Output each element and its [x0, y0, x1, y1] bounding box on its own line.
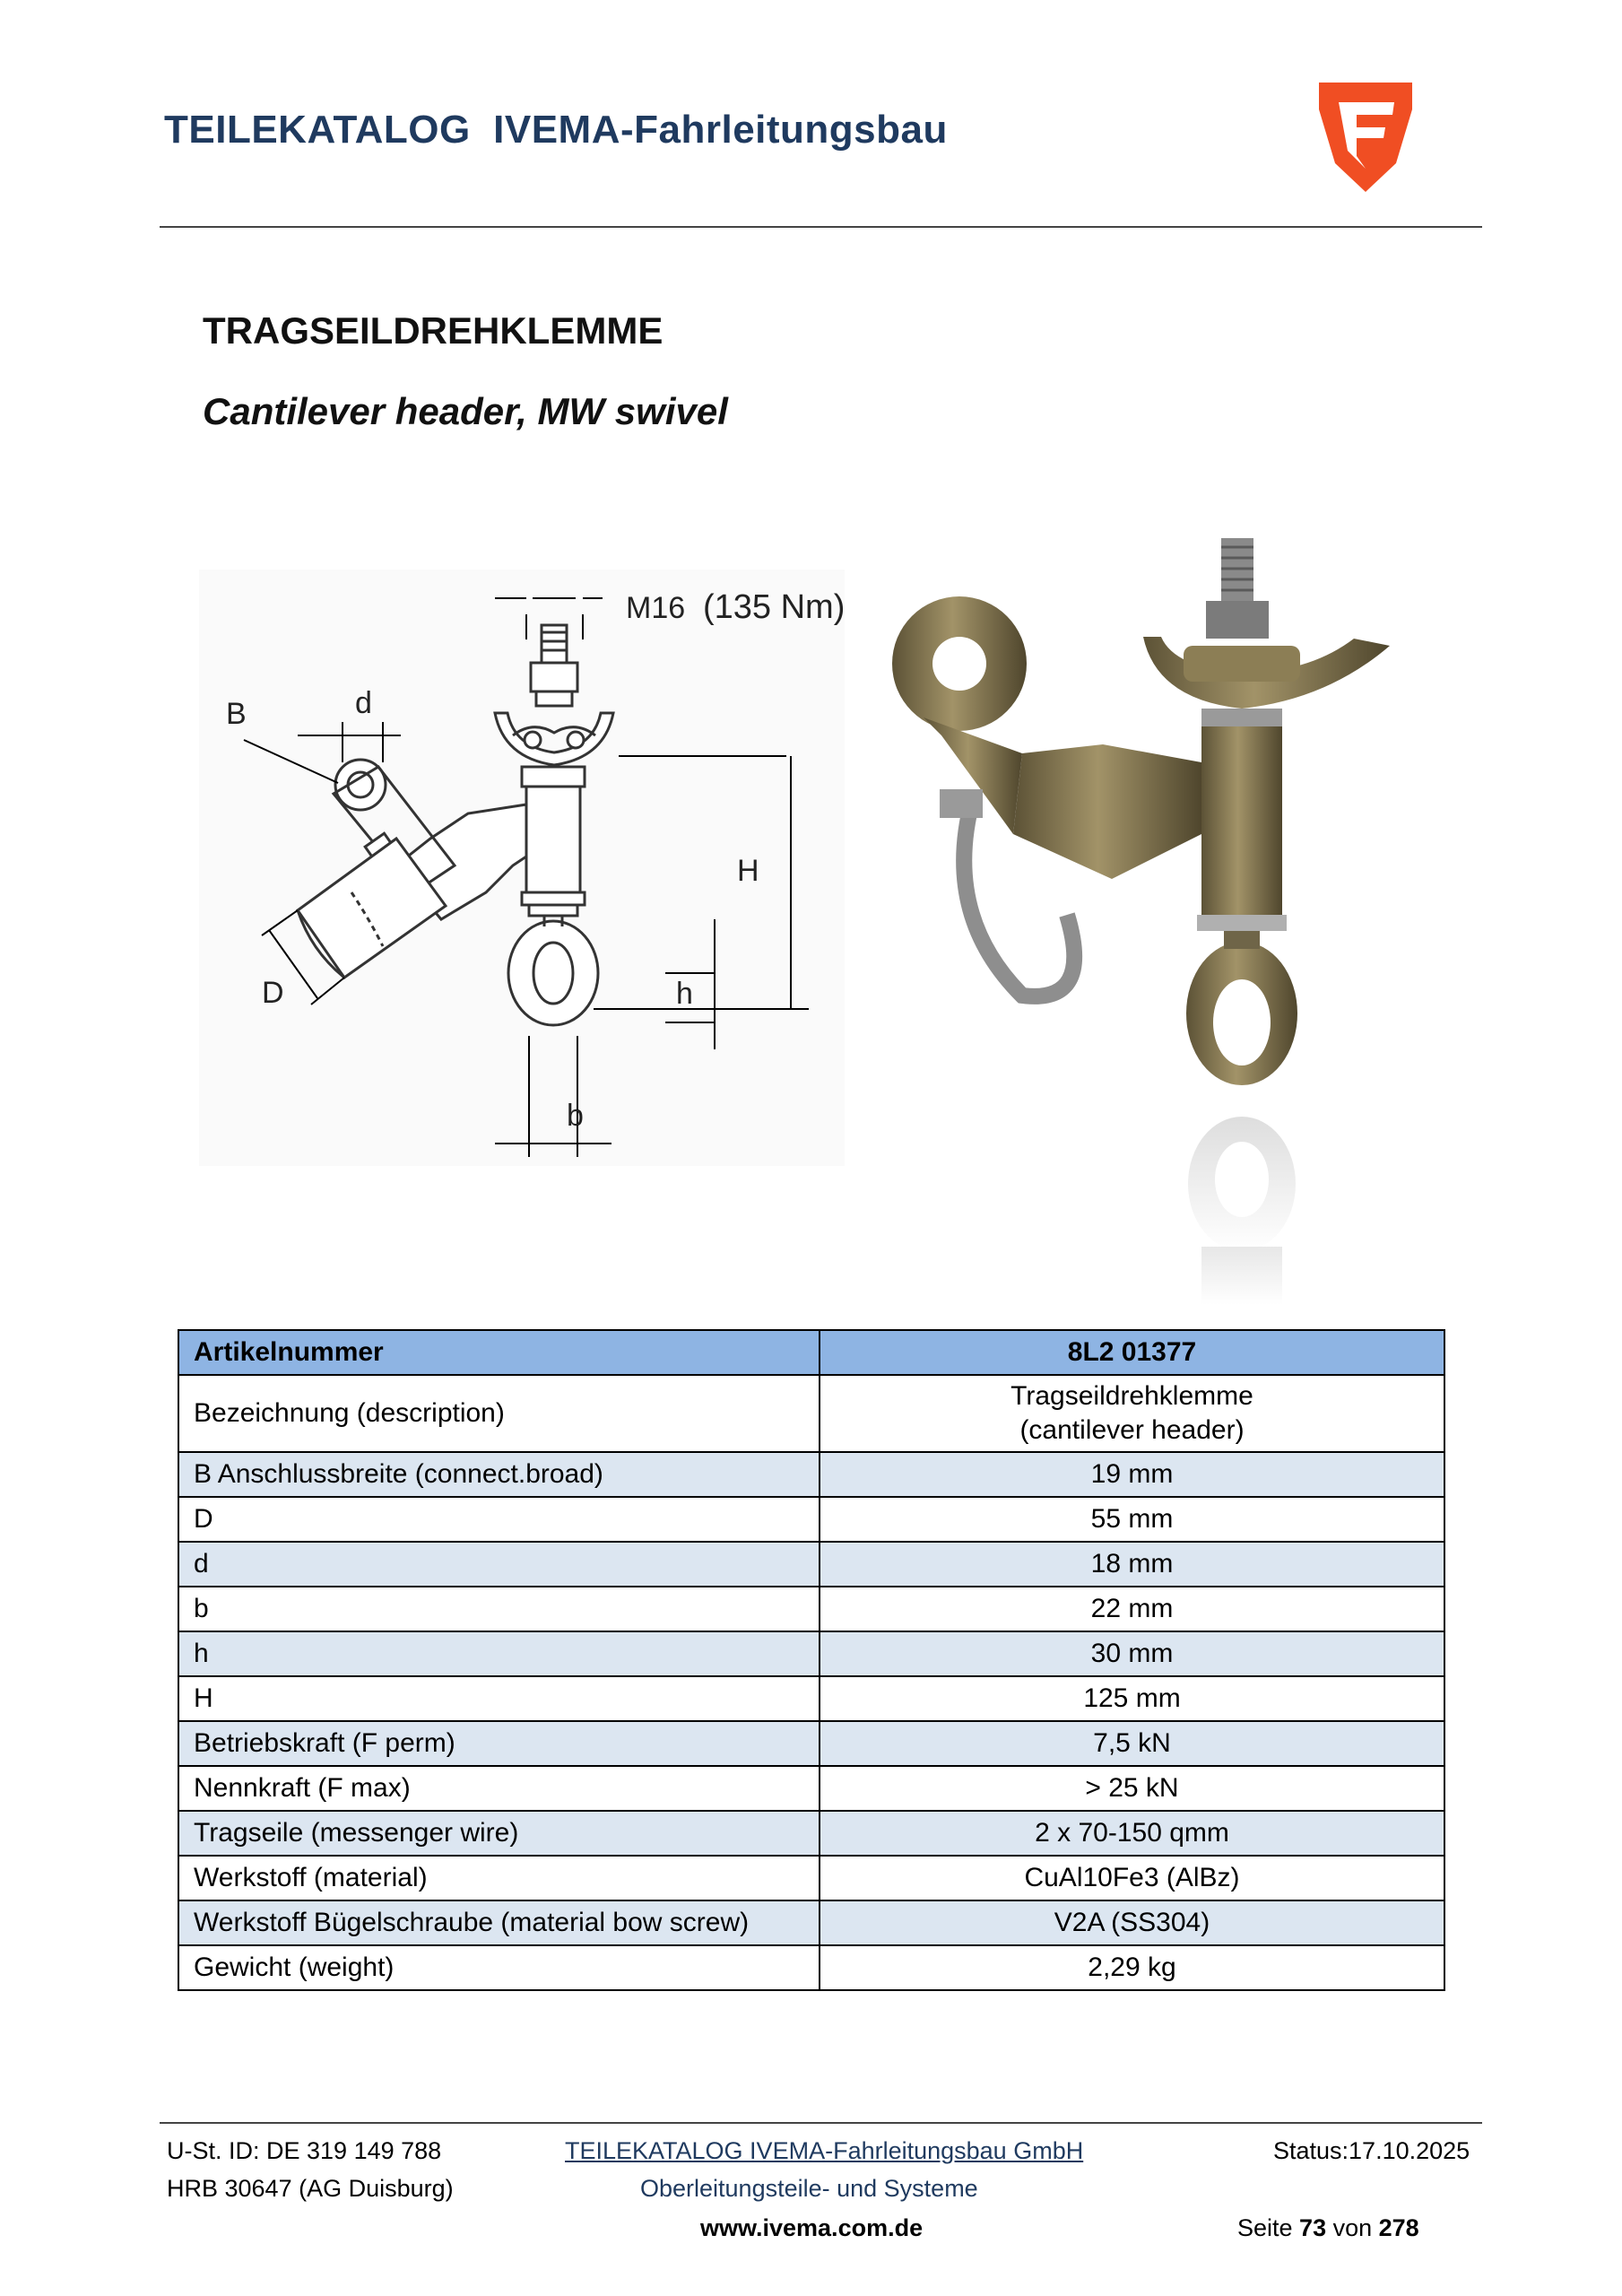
- footer-divider: [160, 2122, 1482, 2124]
- product-title: TRAGSEILDREHKLEMME: [203, 309, 664, 352]
- row-label: B Anschlussbreite (connect.broad): [178, 1452, 820, 1497]
- row-value: V2A (SS304): [820, 1900, 1444, 1945]
- row-value: 2 x 70-150 qmm: [820, 1811, 1444, 1856]
- table-row: [178, 1721, 1444, 1766]
- row-label: H: [178, 1676, 820, 1721]
- table-row: [178, 1452, 1444, 1497]
- table-row: [178, 1676, 1444, 1721]
- footer-company-link[interactable]: TEILEKATALOG IVEMA-Fahrleitungsbau GmbH: [565, 2137, 1084, 2164]
- page-total: 278: [1378, 2214, 1419, 2241]
- catalog-title: TEILEKATALOG IVEMA-Fahrleitungsbau: [164, 108, 948, 152]
- row-label: d: [178, 1542, 820, 1587]
- row-label: Werkstoff Bügelschraube (material bow screw): [178, 1900, 820, 1945]
- row-label: Betriebskraft (F perm): [178, 1721, 820, 1766]
- row-value: 22 mm: [820, 1587, 1444, 1631]
- row-value-line1: Tragseildrehklemme: [1010, 1381, 1253, 1411]
- row-label: b: [178, 1587, 820, 1631]
- row-label: Nennkraft (F max): [178, 1766, 820, 1811]
- table-row: [178, 1856, 1444, 1900]
- row-label: Bezeichnung (description): [178, 1375, 820, 1452]
- label-H: H: [737, 854, 759, 888]
- row-value: 125 mm: [820, 1676, 1444, 1721]
- table-row: [178, 1631, 1444, 1676]
- product-subtitle: Cantilever header, MW swivel: [203, 390, 728, 432]
- footer-page-number: [1237, 2214, 1419, 2242]
- table-row: [178, 1542, 1444, 1587]
- label-B: B: [226, 697, 247, 731]
- product-photo: [888, 538, 1417, 1305]
- page-current: 73: [1299, 2214, 1327, 2241]
- table-row: [178, 1587, 1444, 1631]
- technical-drawing: [199, 570, 845, 1166]
- row-value-line2: (cantilever header): [1019, 1415, 1245, 1445]
- page-prefix: Seite: [1237, 2214, 1300, 2241]
- row-value: 19 mm: [820, 1452, 1444, 1497]
- row-value: CuAl10Fe3 (AlBz): [820, 1856, 1444, 1900]
- footer-ust-id: U-St. ID: DE 319 149 788: [167, 2137, 442, 2164]
- table-row: [178, 1900, 1444, 1945]
- table-header-row: [178, 1330, 1444, 1375]
- label-h: h: [676, 977, 693, 1011]
- table-header-label: Artikelnummer: [178, 1330, 820, 1375]
- row-label: Werkstoff (material): [178, 1856, 820, 1900]
- table-row: [178, 1766, 1444, 1811]
- row-label: h: [178, 1631, 820, 1676]
- row-value: 7,5 kN: [820, 1721, 1444, 1766]
- row-label: Tragseile (messenger wire): [178, 1811, 820, 1856]
- label-D: D: [262, 976, 284, 1010]
- label-b: b: [567, 1099, 584, 1133]
- spec-table: [178, 1329, 1445, 1991]
- row-value: 55 mm: [820, 1497, 1444, 1542]
- footer-hrb: HRB 30647 (AG Duisburg): [167, 2175, 454, 2202]
- label-m16: M16: [626, 591, 686, 625]
- footer-status: Status:17.10.2025: [1273, 2137, 1470, 2164]
- row-value: > 25 kN: [820, 1766, 1444, 1811]
- row-label: D: [178, 1497, 820, 1542]
- label-torque: (135 Nm): [703, 588, 845, 626]
- ivema-logo-icon: [1312, 75, 1419, 196]
- table-row: [178, 1945, 1444, 1990]
- table-row: [178, 1811, 1444, 1856]
- table-row: [178, 1497, 1444, 1542]
- footer-tagline: Oberleitungsteile- und Systeme: [640, 2175, 978, 2202]
- header-divider: [160, 226, 1482, 228]
- footer-website[interactable]: www.ivema.com.de: [700, 2214, 924, 2241]
- row-value: 30 mm: [820, 1631, 1444, 1676]
- row-value: 2,29 kg: [820, 1945, 1444, 1990]
- table-header-value: 8L2 01377: [820, 1330, 1444, 1375]
- row-value: [820, 1375, 1444, 1452]
- row-value: 18 mm: [820, 1542, 1444, 1587]
- row-label: Gewicht (weight): [178, 1945, 820, 1990]
- page-mid: von: [1326, 2214, 1379, 2241]
- table-row: [178, 1375, 1444, 1452]
- label-d: d: [355, 686, 372, 720]
